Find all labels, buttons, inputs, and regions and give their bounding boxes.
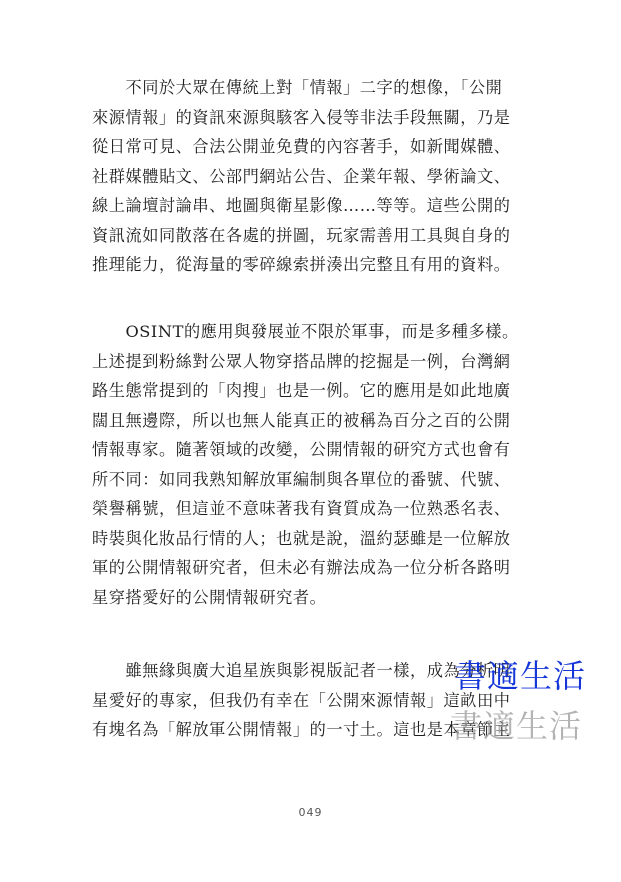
text-line: 不同於大眾在傳統上對「情報」二字的想像，「公開 xyxy=(92,78,503,97)
text-line: 社群媒體貼文、公部門網站公告、企業年報、學術論文、 xyxy=(92,166,511,186)
text-line: 線上論壇討論串、地圖與衛星影像……等等。這些公開的 xyxy=(92,196,511,215)
text-line: 雖無緣與廣大追星族與影視版記者一樣，成為分析明 xyxy=(92,661,511,680)
text-line: 星愛好的專家，但我仍有幸在「公開來源情報」這畝田中 xyxy=(92,690,511,710)
text-line: 軍的公開情報研究者，但未必有辦法成為一位分析各路明 xyxy=(92,558,511,577)
text-line: OSINT的應用與發展並不限於軍事，而是多種多樣。 xyxy=(92,322,519,341)
text-line: 闊且無邊際，所以也無人能真正的被稱為百分之百的公開 xyxy=(92,410,511,430)
text-line: 來源情報」的資訊來源與駭客入侵等非法手段無關，乃是 xyxy=(92,107,511,127)
text-line: 時裝與化妝品行情的人；也就是說，溫約瑟雖是一位解放 xyxy=(92,528,511,548)
watermark-text: 書適生活 xyxy=(454,657,587,695)
text-line: 有塊名為「解放軍公開情報」的一寸土。這也是本章節主 xyxy=(92,720,511,739)
text-line: 情報專家。隨著領域的改變，公開情報的研究方式也會有 xyxy=(92,440,511,459)
paragraph-2 xyxy=(92,317,544,612)
text-line: 榮譽稱號，但這並不意味著我有資質成為一位熟悉名表、 xyxy=(92,499,511,518)
paragraph-1 xyxy=(92,73,544,280)
text-line: 推理能力，從海量的零碎線索拼湊出完整且有用的資料。 xyxy=(92,255,511,274)
watermark-ghost-text: 書適生活 xyxy=(450,707,583,745)
page-number: 049 xyxy=(298,806,323,819)
watermark xyxy=(448,656,608,752)
text-line: 星穿搭愛好的公開情報研究者。 xyxy=(92,587,327,607)
text-line: 從日常可見、合法公開並免費的內容著手，如新聞媒體、 xyxy=(92,137,511,156)
text-line: 所不同：如同我熟知解放軍編制與各單位的番號、代號、 xyxy=(92,469,511,489)
text-line: 資訊流如同散落在各處的拼圖，玩家需善用工具與自身的 xyxy=(92,225,511,245)
text-line: 上述提到粉絲對公眾人物穿搭品牌的挖掘是一例，台灣網 xyxy=(92,351,511,371)
text-line: 路生態常提到的「肉搜」也是一例。它的應用是如此地廣 xyxy=(92,381,511,400)
